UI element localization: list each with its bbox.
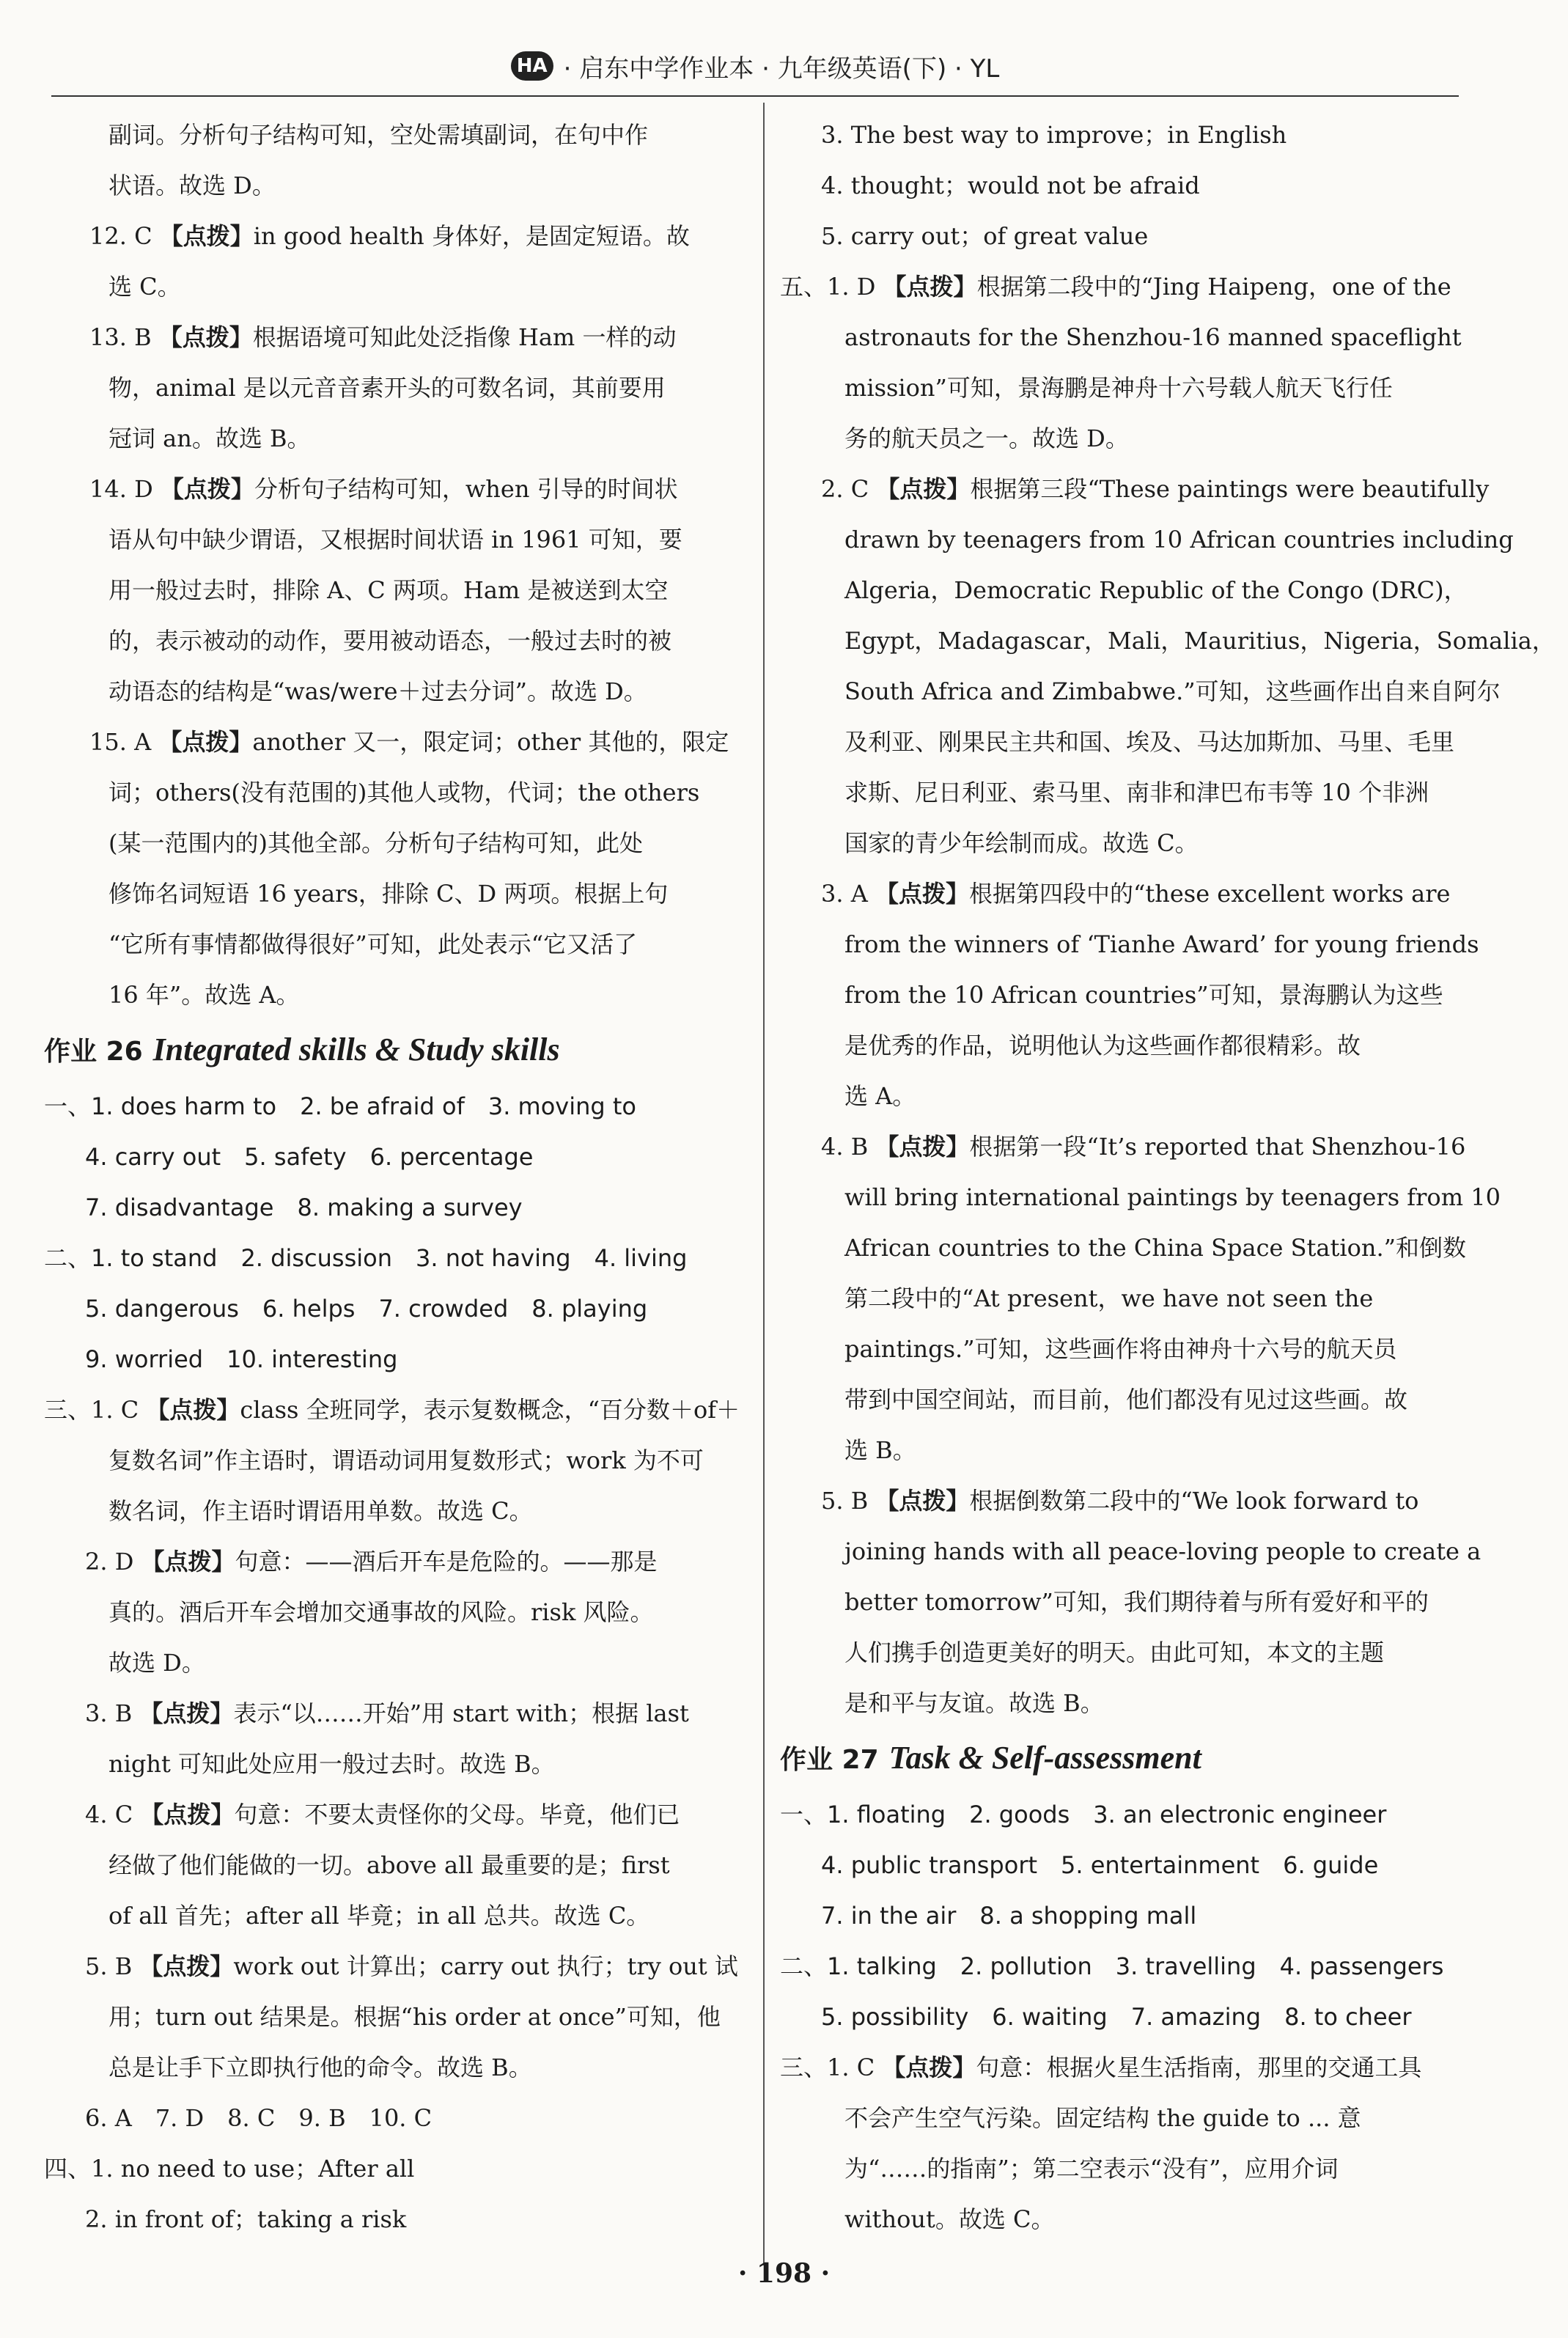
part-4-answers: 四、1. no need to use；After all 2. in front of；taking a risk bbox=[44, 2155, 415, 2233]
section-heading-27: 作业 27 Task & Self-assessment bbox=[780, 1740, 1201, 1776]
answer-15: 15. A 【点拨】another 又一，限定词；other 其他的，限定 词；others(没有范围的)其他人或物，代词；the others (某一范围内的)其他全部。分析句子结构可知，此处 修饰名词短语 16 years，排除 C、D 两项。根据上句 “它所有事情都做得很好”可知，此处表示“它又活了 16 年”。故选 A。 bbox=[89, 728, 729, 1009]
answer-12: 12. C 【点拨】in good health 身体好，是固定短语。故 选 C。 bbox=[89, 222, 690, 301]
continued-answer: 副词。分析句子结构可知，空处需填副词，在句中作 状语。故选 D。 bbox=[108, 121, 649, 199]
publisher-logo: HA bbox=[511, 51, 553, 81]
answer-13: 13. B 【点拨】根据语境可知此处泛指像 Ham 一样的动 物，animal 是以元音音素开头的可数名词，其前要用 冠词 an。故选 B。 bbox=[89, 323, 677, 452]
header-title: · 启东中学作业本 · 九年级英语(下) · YL bbox=[563, 54, 1000, 84]
part-2-answers: 二、1. to stand 2. discussion 3. not having 4. living 5. dangerous 6. helps 7. crowded 8. playing 9. worried 10. interesting bbox=[44, 1244, 688, 1373]
right-column bbox=[780, 110, 1556, 2245]
section-heading-26: 作业 26 Integrated skills & Study skills bbox=[44, 1032, 560, 1067]
running-header bbox=[51, 45, 1459, 87]
header-rule bbox=[51, 95, 1459, 97]
part-5-answers: 五、1. D 【点拨】根据第二段中的“Jing Haipeng，one of the astronauts for the Shenzhou-16 manned spaceflight mission”可知，景海鹏是神舟十六号载人航天飞行任 务的航天员之一。故选 D。 2. C 【点拨】根据第三段“These paintings were beautifully drawn by teenagers from 10 African countries including Algeria，Democratic Republic of the Congo (DRC)， Egypt，Madagascar，Mali，Mauritius，Nigeria，Somalia， South Africa and Zimbabwe.”可知，这些画作出自来自阿尔 及利亚、刚果民主共和国、埃及、马达加斯加、马里、毛里 求斯、尼日利亚、索马里、南非和津巴布韦等 10 个非洲 国家的青少年绘制而成。故选 C。 3. A 【点拨】根据第四段中的“these excellent works are from the winners of ‘Tianhe Award’ for young friends from the 10 African countries”可知，景海鹏认为这些 是优秀的作品，说明他认为这些画作都很精彩。故 选 A。 4. B 【点拨】根据第一段“It’s reported that Shenzhou-16 will bring international paintings by teenagers from 10 African countries to the China Space Station.”和倒数 第二段中的“At present，we have not seen the paintings.”可知，这些画作将由神舟十六号的航天员 带到中国空间站，而目前，他们都没有见过这些画。故 选 B。 5. B 【点拨】根据倒数第二段中的“We look forward to joining hands with all peace-loving people to create a better tomorrow”可知，我们期待着与所有爱好和平的 人们携手创造更美好的明天。由此可知，本文的主题 是和平与友谊。故选 B。 bbox=[780, 273, 1556, 1717]
left-column bbox=[44, 110, 748, 2245]
part-1-answers: 一、1. does harm to 2. be afraid of 3. moving to 4. carry out 5. safety 6. percentage 7. disadvantage 8. making a survey bbox=[44, 1092, 637, 1221]
task-part-1-answers: 一、1. floating 2. goods 3. an electronic engineer 4. public transport 5. entertainment 6. guide 7. in the air 8. a shopping mall bbox=[780, 1801, 1387, 1930]
column-divider bbox=[763, 103, 765, 2265]
part-4-continued: 3. The best way to improve；in English 4. thought；would not be afraid 5. carry out；of great value bbox=[821, 121, 1287, 250]
part-3-answers: 三、1. C 【点拨】class 全班同学，表示复数概念，“百分数＋of＋ 复数名词”作主语时，谓语动词用复数形式；work 为不可 数名词，作主语时谓语用单数。故选 C。 2. D 【点拨】句意：——酒后开车是危险的。——那是 真的。酒后开车会增加交通事故的风险。risk 风险。 故选 D。 3. B 【点拨】表示“以……开始”用 start with；根据 last night 可知此处应用一般过去时。故选 B。 4. C 【点拨】句意：不要太责怪你的父母。毕竟，他们已 经做了他们能做的一切。above all 最重要的是；first of all 首先；after all 毕竟；in all 总共。故选 C。 5. B 【点拨】work out 计算出；carry out 执行；try out 试 用；turn out 结果是。根据“his order at once”可知，他 总是让手下立即执行他的命令。故选 B。 6. A 7. D 8. C 9. B 10. C bbox=[44, 1396, 740, 2132]
page-number: · 198 · bbox=[737, 2258, 831, 2289]
task-part-3-answers: 三、1. C 【点拨】句意：根据火星生活指南，那里的交通工具 不会产生空气污染。固定结构 the guide to ... 意 为“……的指南”；第二空表示“没有”，应用介词 without。故选 C。 bbox=[780, 2054, 1422, 2233]
task-part-2-answers: 二、1. talking 2. pollution 3. travelling 4. passengers 5. possibility 6. waiting 7. amazing 8. to cheer bbox=[780, 1952, 1444, 2031]
answer-14: 14. D 【点拨】分析句子结构可知，when 引导的时间状 语从句中缺少谓语，又根据时间状语 in 1961 可知，要 用一般过去时，排除 A、C 两项。Ham 是被送到太空 的，表示被动的动作，要用被动语态，一般过去时的被 动语态的结构是“was/were＋过去分词”。故选 D。 bbox=[89, 475, 682, 705]
